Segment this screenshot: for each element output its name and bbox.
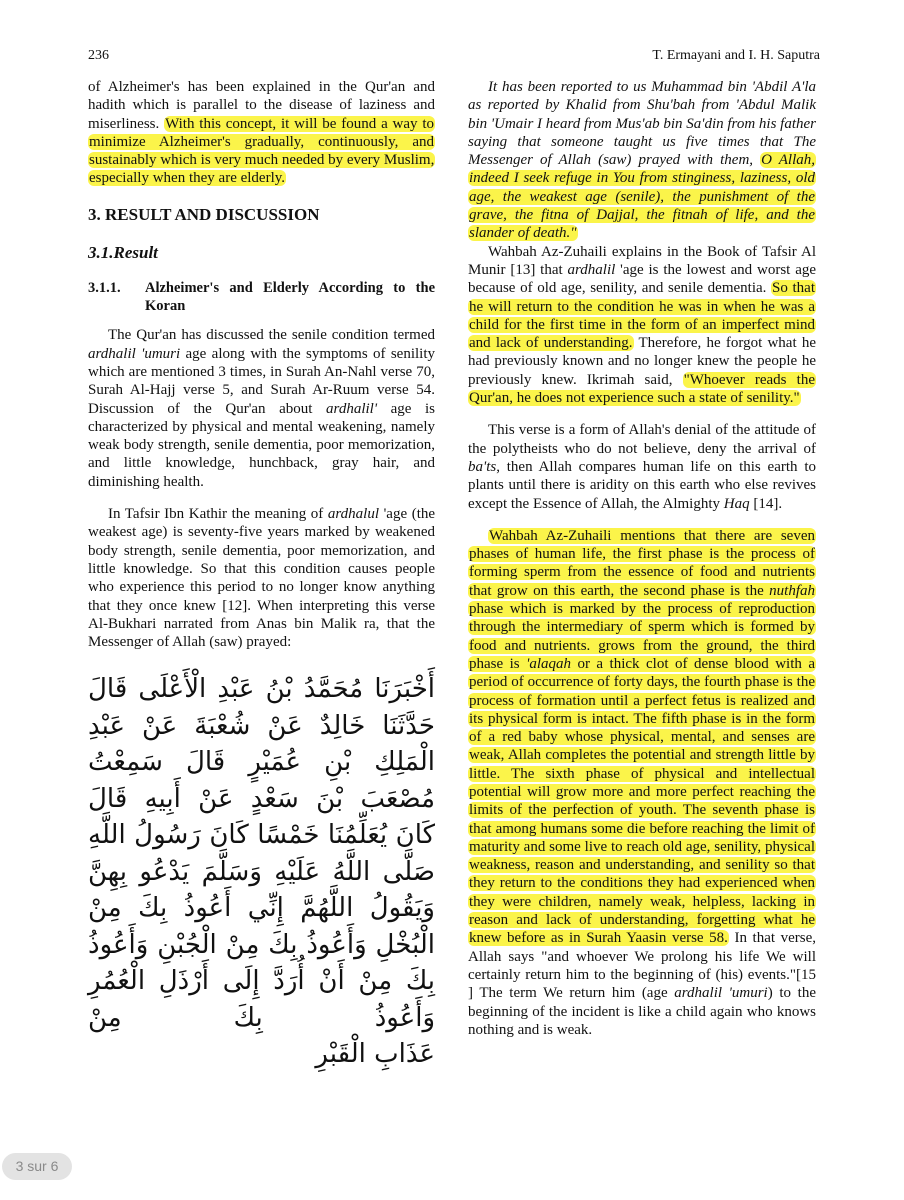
right-column: [468, 78, 816, 1039]
text-run: In that verse, Allah says "and whoever We prolong his life We will certainly return him to the beginning of (his) events."[15 ] The term We return him (age: [468, 930, 817, 1002]
highlight-ikrimah-quote: "Whoever reads the Qur'an, he does not experience such a state of senility.": [469, 371, 815, 407]
text-run: 'age is the lowest and worst age because of old age, senility, and senile dementia.: [468, 261, 817, 297]
arabic-hadith-last-line: عَذَابِ الْقَبْرِ: [315, 1039, 435, 1070]
text-run: , then Allah compares human life on this earth to plants until there is aridity on this earth who else revives except the Essence of Allah, the Almighty: [468, 458, 816, 512]
text-run: The Qur'an has discussed the senile condition termed: [108, 327, 435, 344]
paragraph-gap: [88, 491, 435, 505]
text-run: Wahbah Az-Zuhaili mentions that there are seven phases of human life, the first phase is the process of forming sperm from the essence of food and nutrients that grow on this earth, the second phase is the: [469, 527, 815, 599]
page-header: [88, 48, 820, 68]
term-italic: ardhalil': [326, 400, 378, 417]
text-run: This verse is a form of Allah's denial of the attitude of the polytheists who do not believe, deny the arrival of: [468, 422, 816, 457]
intro-highlight: With this concept, it will be found a way to minimize Alzheimer's gradually, continuously, and sustainably which is very much needed by every Muslim, especially when they are elderly.: [89, 115, 435, 187]
page-indicator-badge[interactable]: 3 sur 6: [2, 1153, 72, 1180]
arabic-hadith-body: أَخْبَرَنَا مُحَمَّدُ بْنُ عَبْدِ الْأَعْلَى قَالَ حَدَّثَنَا خَالِدٌ عَنْ شُعْبَةَ عَنْ عَبْدِ الْمَلِكِ بْنِ عُمَيْرٍ قَالَ سَمِعْتُ مُصْعَبَ بْنَ سَعْدٍ عَنْ أَبِيهِ قَالَ كَانَ يُعَلِّمُنَا خَمْسًا كَانَ رَسُولُ اللَّهِ صَلَّى اللَّهُ عَلَيْهِ وَسَلَّمَ يَدْعُو بِهِنَّ وَيَقُولُ اللَّهُمَّ إِنِّي أَعُوذُ بِكَ مِنْ الْبُخْلِ وَأَعُوذُ بِكَ مِنْ الْجُبْنِ وَأَعُوذُ بِكَ مِنْ أَنْ أُرَدَّ إِلَى أَرْذَلِ الْعُمُرِ وَأَعُوذُ بِكَ مِنْ: [88, 674, 435, 1033]
text-run: phase which is marked by the process of reproduction through the intermediary of sperm which is formed by food and nutrients. grows from the ground, the third phase is: [469, 601, 815, 672]
subsubsection-heading: [88, 280, 435, 315]
paragraph-ibn-kathir: [88, 505, 435, 651]
text-run: In Tafsir Ibn Kathir the meaning of: [108, 506, 324, 523]
text-run: ) to the beginning of the incident is like a child again who knows nothing and is weak.: [468, 985, 816, 1038]
paragraph-gap: [468, 513, 816, 527]
subsubsection-title: Alzheimer's and Elderly According to the Koran: [145, 280, 435, 314]
text-run: [14].: [753, 495, 783, 512]
term-italic: 'alaqah: [526, 655, 571, 672]
subsubsection-number: 3.1.1.: [88, 280, 121, 297]
text-run: Therefore, he forgot what he had previously known and no longer knew the people he previously knew. Ikrimah said,: [468, 335, 816, 388]
hadith-highlight: O Allah, indeed I seek refuge in You from stinginess, laziness, old age, the weakest age (senile), the punishment of the grave, the fitna of Dajjal, the fitnah of life, and the slander of death.": [469, 152, 816, 242]
text-run: 'age (the weakest age) is seventy-five years marked by weakened body strength, senile dementia, poor memorization, and little knowledge. So that this condition causes people who experience this period to no longer know anything that they once knew [12]. When interpreting this verse Al-Bukhari narrated from Anas bin Malik ra, that the Messenger of Allah (saw) prayed:: [88, 506, 436, 651]
term-italic: nuthfah: [769, 582, 816, 599]
text-run: or a thick clot of dense blood with a period of occurrence of forty days, the fourth phase is the process of formation until a perfect fetus is realized and its physical form is intact. The fifth phase is in the form of a red baby whose physical, mental, and senses are weak, Allah completes the potential and strength little by little. The sixth phase of physical and intellectual potential will grow more and more perfect reaching the limits of the perfection of youth. The seventh phase is that among humans some die before reaching the limit of maturity and some live to reach old age, senility, physical weakness, reason and understanding, and senility so that they return to the conditions they had experienced when they were children, namely weak, helpless, lacking in reason and lack of understanding, forgetting what he knew before as in Surah Yaasin verse 58.: [469, 655, 815, 947]
paragraph-senile-condition: [88, 326, 435, 491]
page-number: 236: [88, 48, 109, 63]
highlight-seven-phases: [468, 528, 816, 947]
running-head-authors: T. Ermayani and I. H. Saputra: [652, 48, 820, 63]
left-column: [88, 78, 435, 1073]
hadith-translation: [468, 78, 816, 243]
paragraph-az-zuhaili: [468, 243, 816, 408]
term-italic: ardhalil 'umuri: [88, 345, 181, 362]
paragraph-denial: [468, 421, 816, 512]
term-italic: Haq: [723, 495, 750, 512]
text-run: age along with the symptoms of senility which are mentioned 3 times, in Surah An-Nahl verse 70, Surah Al-Hajj verse 5, and Surah Ar-Ruum verse 54. Discussion of the Qur'an about: [88, 345, 435, 417]
subsection-title: 3.1.Result: [88, 243, 158, 263]
text-run: It has been reported to us Muhammad bin 'Abdil A'la as reported by Khalid from Shu'bah from 'Abdul Malik bin 'Umair I heard from Mus'ab bin Sa'din from his father saying that someone taught us five times that The Messenger of Allah (saw) prayed with them,: [468, 79, 816, 169]
highlight-return-childhood: So that he will return to the condition he was in when he was a child for the first time in the form of an imperfect mind and lack of understanding.: [469, 280, 816, 352]
term-italic: ardhalul: [327, 506, 379, 523]
term-italic: ba'ts: [468, 458, 497, 475]
term-italic: ardhalil 'umuri: [674, 985, 768, 1002]
intro-text: of Alzheimer's has been explained in the Qur'an and hadith which is parallel to the disease of laziness and miserliness.: [88, 79, 435, 132]
term-italic: ardhalil: [567, 261, 616, 278]
paragraph-seven-phases: [468, 527, 816, 1039]
arabic-hadith: [88, 671, 435, 1073]
section-title: 3. RESULT AND DISCUSSION: [88, 204, 320, 224]
paragraph-gap: [468, 407, 816, 421]
intro-paragraph: [88, 78, 435, 188]
text-run: Wahbah Az-Zuhaili explains in the Book of Tafsir Al Munir [13] that: [468, 243, 816, 278]
text-run: age is characterized by physical and mental weakening, namely weak body strength, senile dementia, poor memorization, and little knowledge, hunchback, gray hair, and diminishing health.: [88, 400, 436, 490]
